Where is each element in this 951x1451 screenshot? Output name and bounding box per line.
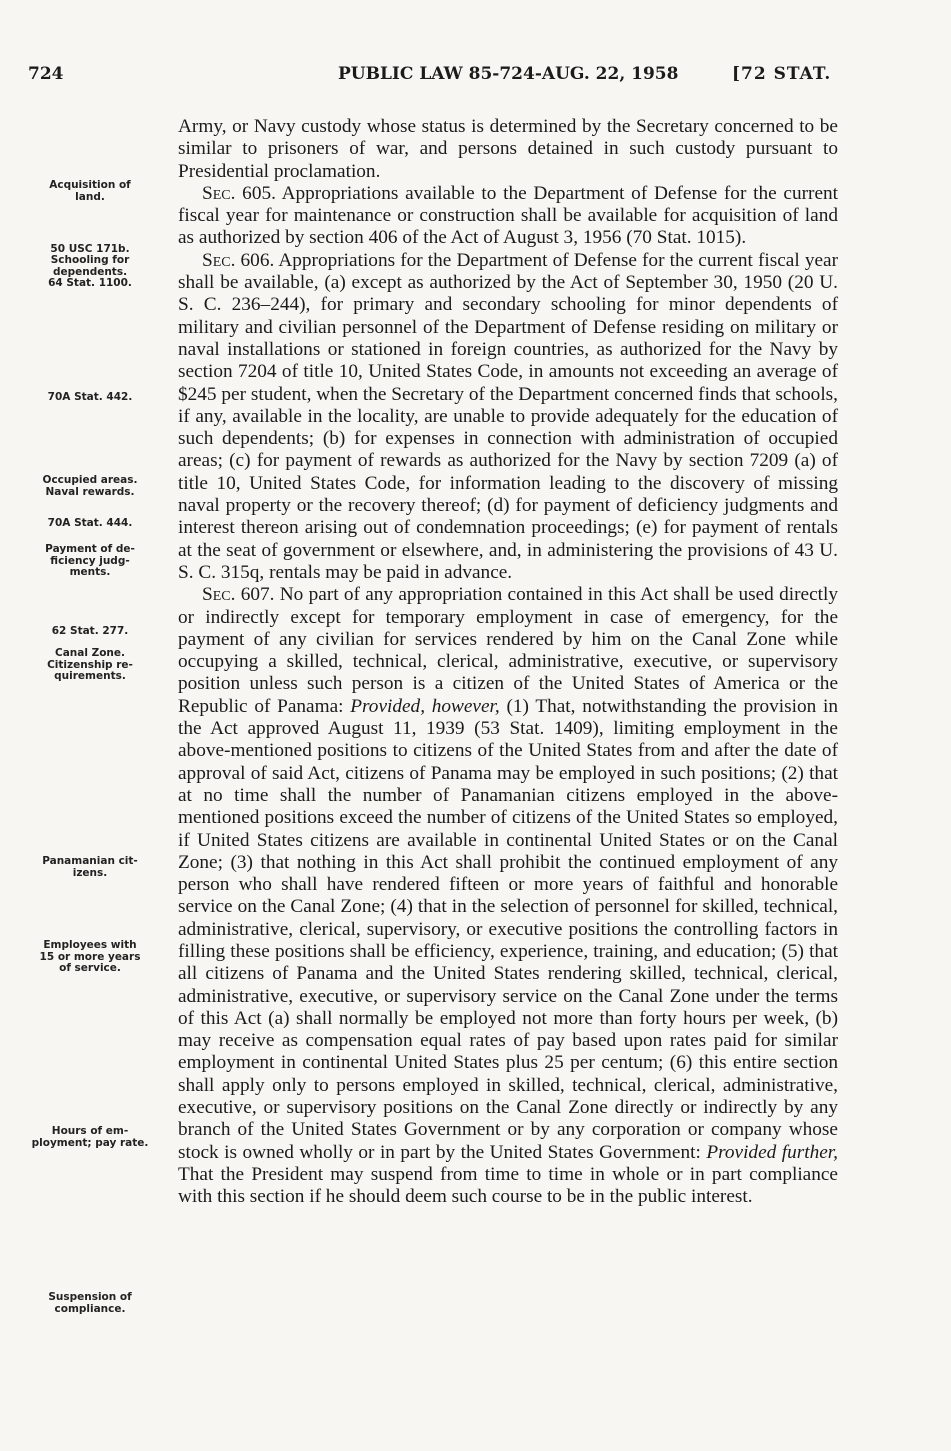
section-label: Sec. 607. xyxy=(202,584,275,606)
margin-note-acquisition: Acquisition of land. xyxy=(49,179,131,203)
section-text: (1) That, notwithstanding the provision in the Act approved August 11, 1939 (53 Stat. 1409), limiting employment in the above-mentioned positions to citizens of the United States from and after the date of approval of said Act, citizens of Panama may be employed in such positions; (2) that at no time shall the number of Panamanian citizens employed in the above-mentioned positions exceed the number of citizens of the United States so employed, if United States citizens are available in continental United States or on the Canal Zone; (3) that nothing in this Act shall prohibit the continued employment of any person who shall have rendered fifteen or more years of faithful and honorable service on the Canal Zone; (4) that in the selection of personnel for skilled, technical, administrative, clerical, supervisory, or executive positions the controlling factors in filling these positions shall be efficiency, experience, training, and education; (5) that all citizens of Panama and the United States rendering skilled, technical, clerical, administrative, executive, or supervisory service on the Canal Zone under the terms of this Act (a) shall normally be employed not more than forty hours per week, (b) may receive as compensation equal rates of pay based upon rates paid for similar employment in continental United States plus 25 per centum; (6) this entire section shall apply only to persons employed in skilled, technical, clerical, administrative, executive, or supervisory positions on the Canal Zone directly or indirectly by any branch of the United States Government or by any corporation or company whose stock is owned wholly or in part by the United States Government: xyxy=(178,695,839,1163)
section-606 xyxy=(178,250,838,584)
page-number: 724 xyxy=(28,64,64,84)
stat-reference: [72 STAT. xyxy=(732,64,832,84)
proviso: Provided, however, xyxy=(350,695,500,717)
body-text xyxy=(178,116,838,1209)
margin-note-occupied: Occupied areas. Naval rewards. xyxy=(42,474,138,498)
paragraph-continued: Army, or Navy custody whose status is determined by the Secretary concerned to be similar to prisoners of war, and persons detained in such custody pursuant to Presidential proclamation. xyxy=(178,116,838,182)
section-607 xyxy=(178,584,838,1208)
margin-note-suspension: Suspension of compliance. xyxy=(48,1291,132,1315)
margin-note-stat-277: 62 Stat. 277. xyxy=(51,625,129,637)
margin-note-employees: Employees with 15 or more years of service. xyxy=(39,939,141,974)
section-605 xyxy=(178,183,838,250)
margin-note-deficiency: Payment of de- ficiency judg- ments. xyxy=(45,543,135,578)
section-text: Appropriations for the Department of Defense for the current fiscal year shall be available, (a) except as authorized by the Act of September 30, 1950 (20 U. S. C. 236–244), for primary and secondary schooling for minor dependents of military and civilian personnel of the Department of Defense residing on military or naval installations or stationed in foreign countries, as authorized for the Navy by section 7204 of title 10, United States Code, in amounts not exceeding an average of $245 per student, when the Secretary of the Department concerned finds that schools, if any, available in the locality, are unable to provide adequately for the education of such dependents; (b) for expenses in connection with administration of occupied areas; (c) for payment of rewards as authorized for the Navy by section 7209 (a) of title 10, United States Code, for information leading to the discovery of missing naval property or the recovery thereof; (d) for payment of deficiency judgments and interest thereon arising out of condemnation proceedings; (e) for payment of rentals at the seat of government or elsewhere, and, in administering the provisions of 43 U. S. C. 315q, rentals may be paid in advance. xyxy=(178,249,839,583)
section-label: Sec. 606. xyxy=(202,249,275,271)
margin-note-stat-1100: 64 Stat. 1100. xyxy=(48,277,132,289)
page-title: PUBLIC LAW 85-724-AUG. 22, 1958 xyxy=(338,64,679,84)
section-text: That the President may suspend from time to time in whole or in part compliance with this section if he should deem such course to be in the public interest. xyxy=(178,1163,838,1208)
margin-note-usc: 50 USC 171b. xyxy=(50,243,130,255)
margin-note-stat-444: 70A Stat. 444. xyxy=(47,517,133,529)
margin-note-schooling: Schooling for dependents. xyxy=(50,254,130,278)
section-text: No part of any appropriation contained in this Act shall be used directly or indirectly except for temporary employment in case of emergency, for the payment of any civilian for services rendered by him on the Canal Zone while occupying a skilled, technical, clerical, administrative, executive, or supervisory position unless such person is a citizen of the United States of America or the Republic of Panama: xyxy=(178,584,838,717)
margin-note-stat-442: 70A Stat. 442. xyxy=(47,391,133,403)
section-text: Appropriations available to the Department of Defense for the current fiscal year for maintenance or construction shall be available for acquisition of land as authorized by section 406 of the Act of August 3, 1956 (70 Stat. 1015). xyxy=(178,182,838,249)
margin-note-canal-zone: Canal Zone. Citizenship re- quirements. xyxy=(47,647,133,682)
margin-note-panamanian: Panamanian cit- izens. xyxy=(42,855,138,879)
section-label: Sec. 605. xyxy=(202,182,276,204)
margin-note-hours: Hours of em- ployment; pay rate. xyxy=(31,1125,149,1149)
proviso: Provided further, xyxy=(706,1141,838,1163)
